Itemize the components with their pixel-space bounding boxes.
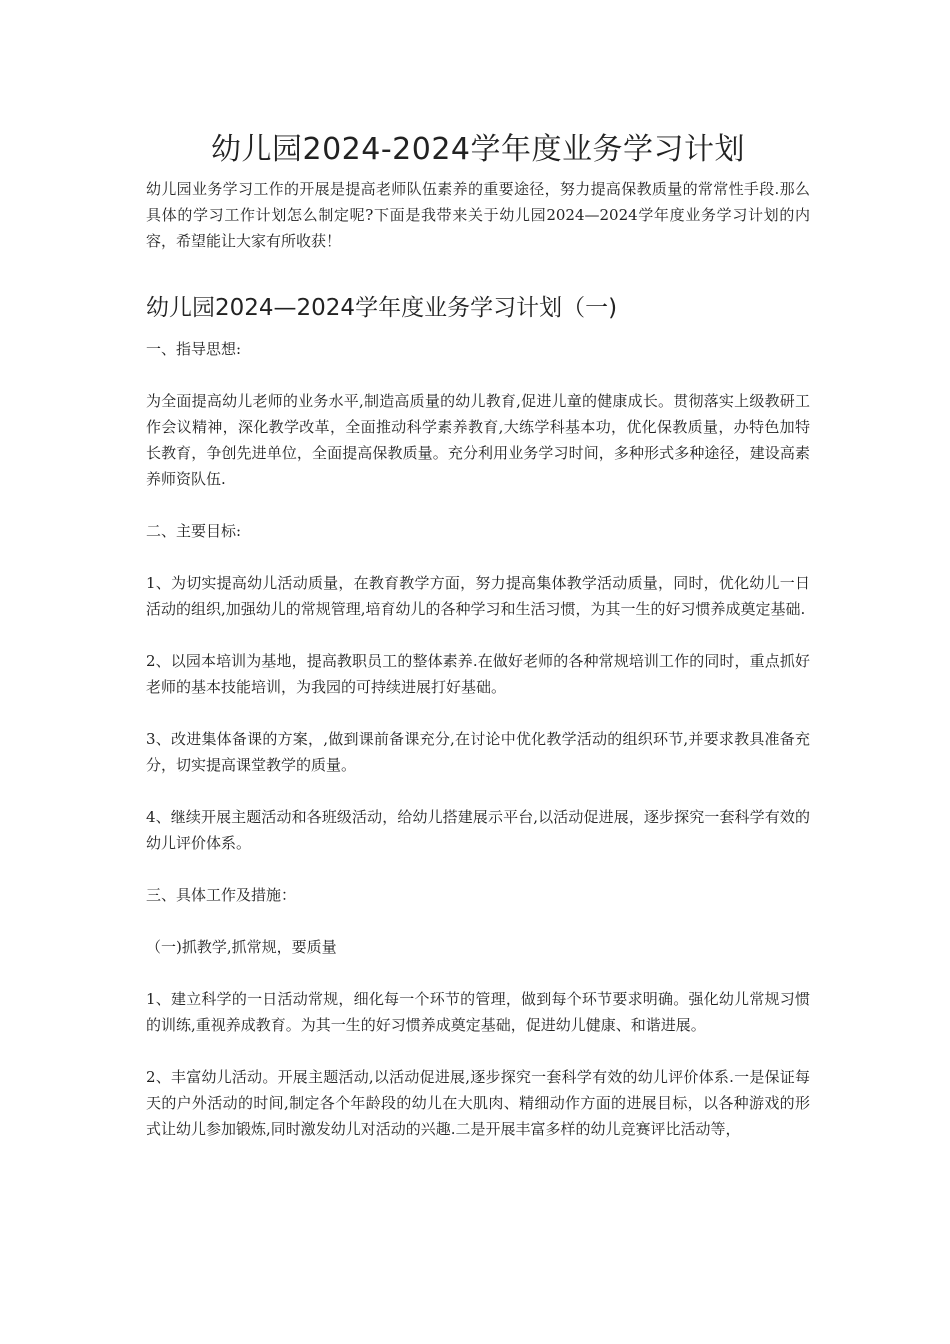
goal-item-1: 1、为切实提高幼儿活动质量，在教育教学方面，努力提高集体教学活动质量，同时，优化幼儿一日活动的组织,加强幼儿的常规管理,培育幼儿的各种学习和生活习惯，为其一生的好习惯养成奠定基础. — [146, 574, 810, 618]
intro-paragraph: 幼儿园业务学习工作的开展是提高老师队伍素养的重要途径，努力提高保教质量的常常性手段.那么具体的学习工作计划怎么制定呢?下面是我带来关于幼儿园2024—2024学年度业务学习计划的内容，希望能让大家有所收获！ — [146, 180, 810, 250]
document-title: 幼儿园2024-2024学年度业务学习计划 — [210, 132, 746, 167]
measures-heading: 三、具体工作及措施： — [146, 886, 297, 904]
measures-subheading: （一)抓教学,抓常规，要质量 — [146, 938, 337, 956]
measure-item-2: 2、丰富幼儿活动。开展主题活动,以活动促进展,逐步探究一套科学有效的幼儿评价体系.一是保证每天的户外活动的时间,制定各个年龄段的幼儿在大肌肉、精细动作方面的进展目标，以各种游戏的形式让幼儿参加锻炼,同时激发幼儿对活动的兴趣.二是开展丰富多样的幼儿竞赛评比活动等， — [146, 1068, 810, 1138]
goal-item-3: 3、改进集体备课的方案，,做到课前备课充分,在讨论中优化教学活动的组织环节,并要求教具准备充分，切实提高课堂教学的质量。 — [146, 730, 810, 774]
guiding-heading: 一、指导思想: — [146, 340, 242, 358]
guiding-paragraph: 为全面提高幼儿老师的业务水平,制造高质量的幼儿教育,促进儿童的健康成长。贯彻落实上级教研工作会议精神，深化教学改革，全面推动科学素养教育,大练学科基本功，优化保教质量，办特色加特长教育，争创先进单位，全面提高保教质量。充分利用业务学习时间，多种形式多种途径，建设高素养师资队伍. — [146, 392, 810, 488]
document-body — [146, 128, 810, 1142]
goal-item-4: 4、继续开展主题活动和各班级活动，给幼儿搭建展示平台,以活动促进展，逐步探究一套科学有效的幼儿评价体系。 — [146, 808, 810, 852]
section-heading: 幼儿园2024—2024学年度业务学习计划（一) — [146, 295, 618, 321]
goal-item-2: 2、以园本培训为基地，提高教职员工的整体素养.在做好老师的各种常规培训工作的同时，重点抓好老师的基本技能培训，为我园的可持续进展打好基础。 — [146, 652, 810, 696]
measure-item-1: 1、建立科学的一日活动常规，细化每一个环节的管理，做到每个环节要求明确。强化幼儿常规习惯的训练,重视养成教育。为其一生的好习惯养成奠定基础，促进幼儿健康、和谐进展。 — [146, 990, 810, 1034]
goals-heading: 二、主要目标: — [146, 522, 242, 540]
